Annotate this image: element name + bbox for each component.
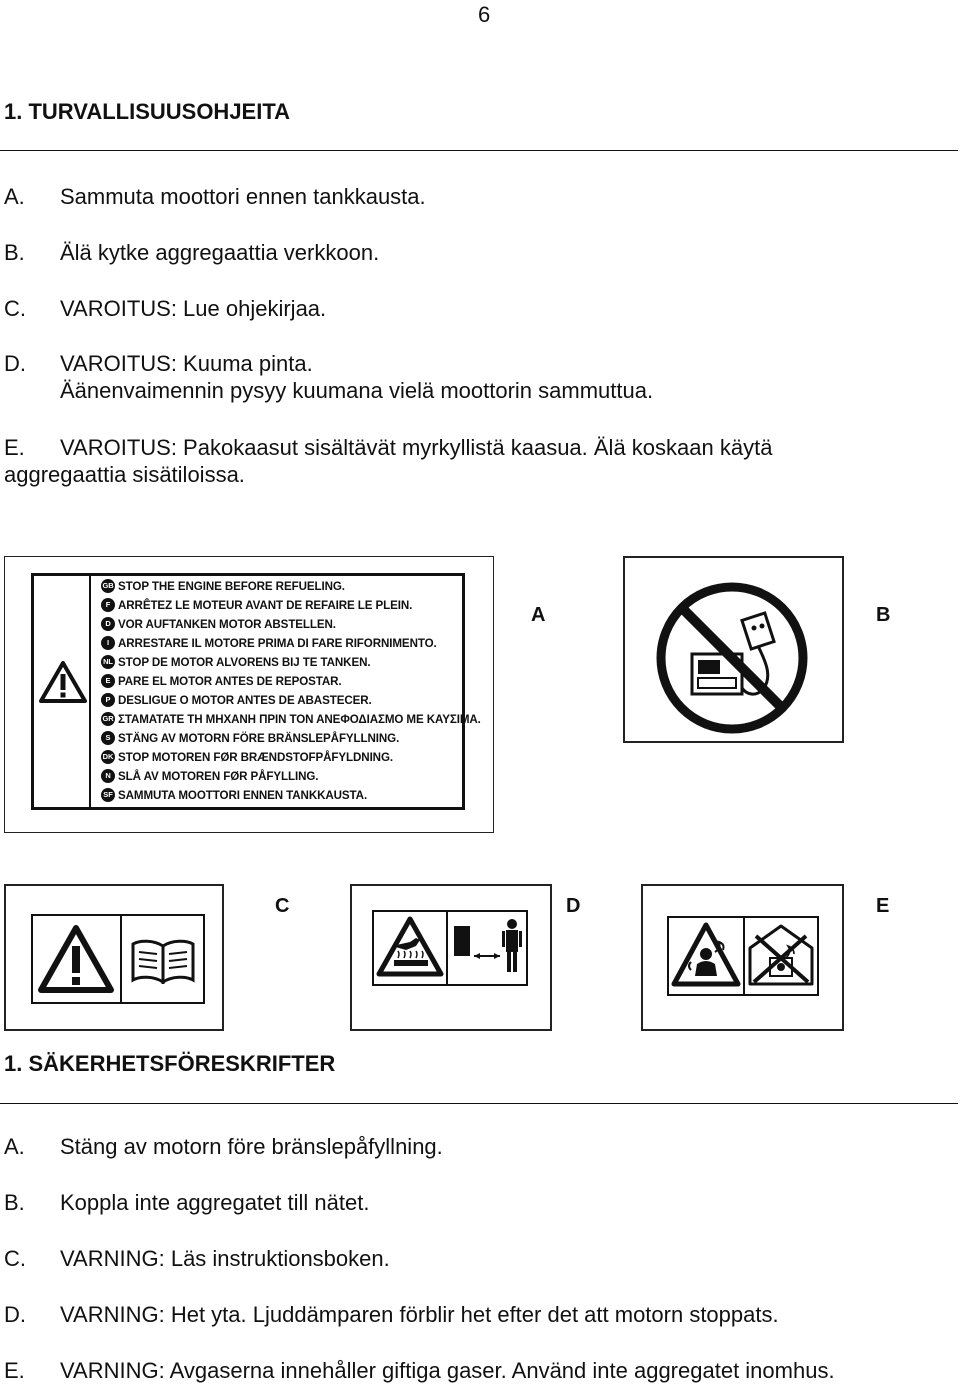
item-letter: B. [4,240,25,265]
label-a-line [101,655,370,669]
label-a-line-text: VOR AUFTANKEN MOTOR ABSTELLEN. [118,617,336,631]
label-a-line-text: ΣΤΑΜΑΤΑΤΕ ΤΗ ΜΗΧΑΝΗ ΠΡΙΝ ΤΟΝ ΑΝΕΦΟΔΙΑΣΜΟ ΜΕ ΚΑΥΣΙΜΑ. [118,712,481,726]
list-item-sv-b [0,1190,960,1216]
item-letter: C. [4,1246,26,1271]
heading-rule-fi [0,150,958,151]
heading-rule-sv [0,1103,958,1104]
panel-letter-e: E [876,895,890,917]
language-code-badge: GB [101,579,115,593]
item-text-continued: aggregaattia sisätiloissa. [4,462,245,487]
label-a-divider [89,573,91,810]
list-item-fi-e [0,435,960,487]
language-code-badge: DK [101,750,115,764]
label-c-panel [4,884,224,1031]
label-a-line [101,636,437,650]
label-a-line [101,598,412,612]
item-letter: E. [4,435,25,460]
label-a-panel [4,556,494,833]
label-a-line-text: SLÅ AV MOTOREN FØR PÅFYLLING. [118,769,319,783]
label-a-line-text: DESLIGUE O MOTOR ANTES DE ABASTECER. [118,693,372,707]
label-a-line [101,731,399,745]
list-item-sv-e [0,1358,960,1384]
hot-surface-warning-icon [376,916,444,978]
item-text: VARNING: Avgaserna innehåller giftiga gaser. Använd inte aggregatet inomhus. [60,1358,835,1383]
keep-distance-icon [450,916,526,978]
read-manual-book-icon [130,938,196,984]
warning-triangle-icon [39,661,87,703]
item-text-continued: Äänenvaimennin pysyy kuumana vielä moottorin sammuttua. [60,378,654,403]
no-indoor-use-icon [746,922,816,988]
item-letter: D. [4,1302,26,1327]
label-c-divider [120,914,122,1004]
label-a-line-text: ARRESTARE IL MOTORE PRIMA DI FARE RIFORNIMENTO. [118,636,437,650]
language-code-badge: GR [101,712,115,726]
list-item-fi-b [0,240,960,266]
label-a-line-text: STOP THE ENGINE BEFORE REFUELING. [118,579,345,593]
label-a-line-text: ARRÊTEZ LE MOTEUR AVANT DE REFAIRE LE PLEIN. [118,598,413,612]
toxic-exhaust-warning-icon [671,922,741,988]
item-text: Koppla inte aggregatet till nätet. [60,1190,370,1215]
label-a-line-text: SAMMUTA MOOTTORI ENNEN TANKKAUSTA. [118,788,368,802]
language-code-badge: N [101,769,115,783]
label-a-line [101,788,367,802]
language-code-badge: I [101,636,115,650]
panel-letter-b: B [876,604,891,626]
list-item-sv-c [0,1246,960,1272]
label-a-line-text: PARE EL MOTOR ANTES DE REPOSTAR. [118,674,342,688]
item-letter: C. [4,296,26,321]
label-e-panel [641,884,844,1031]
label-a-line [101,617,336,631]
list-item-fi-c [0,296,960,322]
label-a-line [101,769,318,783]
label-a-line [101,712,481,726]
no-grid-connection-icon [654,580,810,736]
language-code-badge: P [101,693,115,707]
language-code-badge: F [101,598,115,612]
label-a-line-text: STOP MOTOREN FØR BRÆNDSTOFPÅFYLDNING. [118,750,393,764]
language-code-badge: E [101,674,115,688]
list-item-sv-d [0,1302,960,1328]
item-letter: B. [4,1190,25,1215]
section-heading-sv: 1. SÄKERHETSFÖRESKRIFTER [4,1051,336,1076]
item-text: VAROITUS: Lue ohjekirjaa. [60,296,327,321]
panel-letter-a: A [531,604,546,626]
label-a-line-text: STÄNG AV MOTORN FÖRE BRÄNSLEPÅFYLLNING. [118,731,400,745]
panel-letter-c: C [275,895,290,917]
item-letter: D. [4,351,26,376]
label-a-line [101,750,393,764]
list-item-fi-d [0,351,960,403]
language-code-badge: D [101,617,115,631]
item-letter: A. [4,184,25,209]
item-letter: A. [4,1134,25,1159]
page-number: 6 [478,2,491,27]
item-text: Älä kytke aggregaattia verkkoon. [60,240,380,265]
warning-triangle-icon [37,924,115,994]
panel-letter-d: D [566,895,581,917]
label-d-panel [350,884,552,1031]
list-item-sv-a [0,1134,960,1160]
language-code-badge: NL [101,655,115,669]
label-a-line [101,579,345,593]
item-text: VAROITUS: Pakokaasut sisältävät myrkyllistä kaasua. Älä koskaan käytä [60,435,773,460]
label-d-divider [446,910,448,986]
item-text: VARNING: Het yta. Ljuddämparen förblir het efter det att motorn stoppats. [60,1302,779,1327]
label-a-line [101,693,372,707]
item-text: VARNING: Läs instruktionsboken. [60,1246,390,1271]
list-item-fi-a [0,184,960,210]
label-b-panel [623,556,844,743]
item-letter: E. [4,1358,25,1383]
language-code-badge: SF [101,788,115,802]
item-text: Stäng av motorn före bränslepåfyllning. [60,1134,443,1159]
label-e-divider [743,916,745,996]
language-code-badge: S [101,731,115,745]
section-heading-fi: 1. TURVALLISUUSOHJEITA [4,99,291,124]
label-a-line-text: STOP DE MOTOR ALVORENS BIJ TE TANKEN. [118,655,371,669]
item-text: VAROITUS: Kuuma pinta. [60,351,313,376]
label-a-line [101,674,342,688]
item-text: Sammuta moottori ennen tankkausta. [60,184,426,209]
